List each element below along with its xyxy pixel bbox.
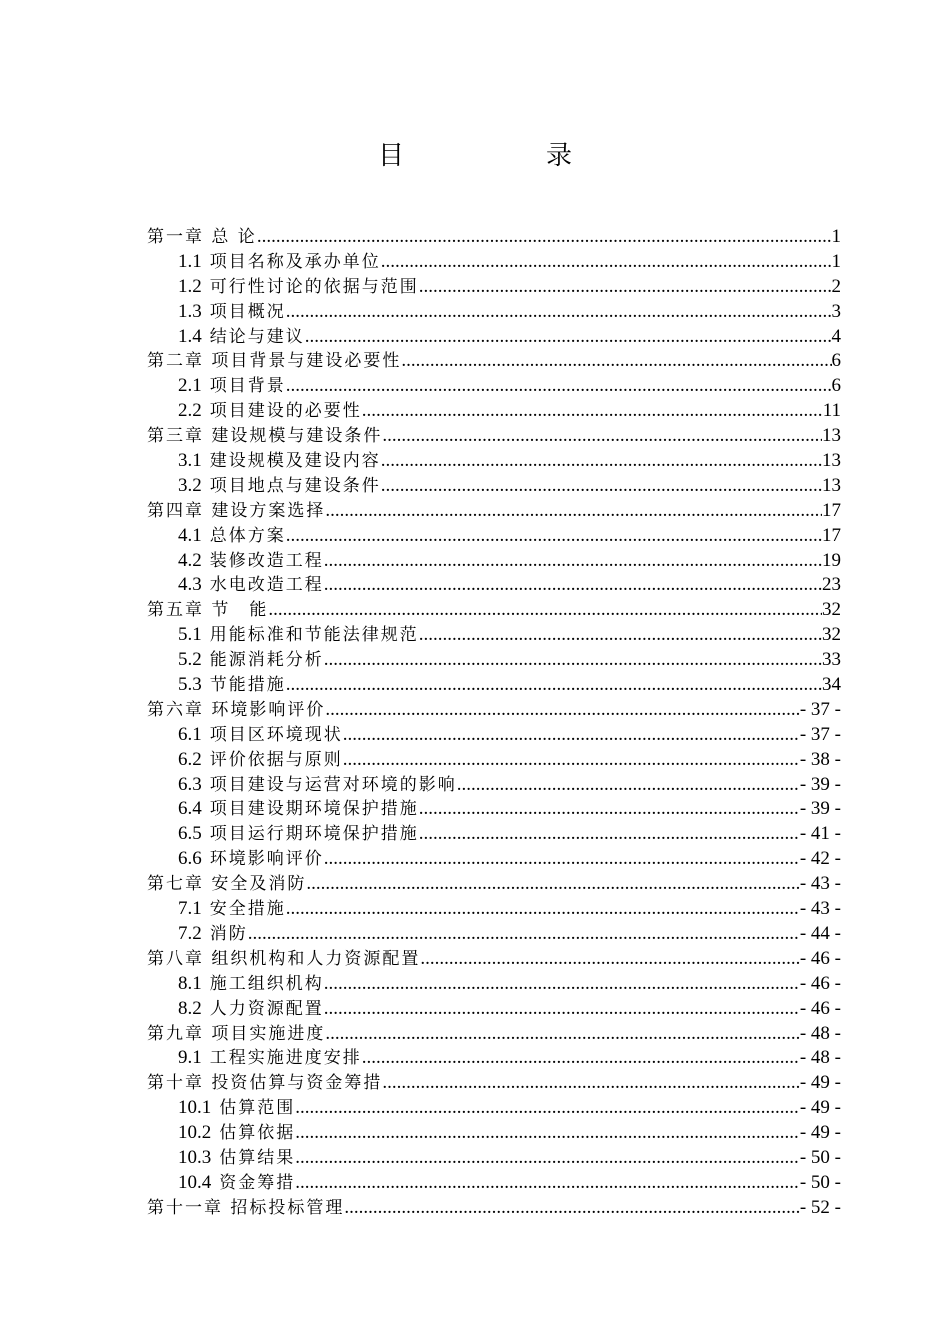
toc-section-entry[interactable] [147,549,841,574]
toc-entry-title [178,399,362,424]
toc-page-number: - 48 - [799,1047,841,1069]
toc-section-entry[interactable] [147,524,841,549]
toc-entry-label: 项目区环境现状 [209,724,343,745]
toc-entry-label: 第十一章 招标投标管理 [147,1197,345,1218]
toc-section-number: 2.2 [178,400,202,422]
toc-section-entry[interactable] [147,897,841,922]
toc-section-entry[interactable] [147,374,841,399]
toc-section-entry[interactable] [147,773,841,798]
toc-entry-label: 能源消耗分析 [209,650,324,671]
toc-page-number: 23 [822,574,841,596]
toc-dot-leader [324,573,822,598]
toc-entry-label: 评价依据与原则 [209,749,343,770]
toc-dot-leader [324,549,822,574]
toc-section-entry[interactable] [147,997,841,1022]
toc-section-number: 6.4 [178,798,202,820]
toc-section-entry[interactable] [147,822,841,847]
toc-section-entry[interactable] [147,623,841,648]
toc-section-number: 6.2 [178,748,202,770]
page-title: 目 录 [377,141,630,171]
toc-page-number: - 46 - [799,947,841,969]
toc-section-number: 1.3 [178,300,202,322]
toc-dot-leader [286,300,832,325]
toc-entry-title [178,748,343,773]
toc-chapter-entry[interactable] [147,1071,841,1096]
toc-page-number: - 42 - [799,848,841,870]
toc-section-number: 4.2 [178,549,202,571]
toc-section-entry[interactable] [147,922,841,947]
toc-entry-label: 水电改造工程 [209,575,324,596]
toc-section-entry[interactable] [147,474,841,499]
toc-section-number: 6.5 [178,823,202,845]
toc-section-entry[interactable] [147,1096,841,1121]
toc-entry-label: 用能标准和节能法律规范 [209,625,419,646]
toc-dot-leader [286,524,822,549]
toc-page-number: - 37 - [799,723,841,745]
toc-entry-label: 资金筹措 [219,1172,296,1193]
toc-entry-title [178,549,324,574]
toc-entry-label: 项目背景 [209,376,286,397]
toc-dot-leader [324,972,800,997]
toc-page-number: - 43 - [799,873,841,895]
toc-entry-label: 第三章 建设规模与建设条件 [147,426,383,447]
toc-entry-label: 消防 [209,923,248,944]
toc-section-number: 4.1 [178,524,202,546]
toc-section-number: 6.1 [178,723,202,745]
toc-section-entry[interactable] [147,847,841,872]
toc-page-number: - 39 - [799,773,841,795]
toc-dot-leader [248,922,800,947]
toc-entry-title [178,1121,295,1146]
toc-page-number: - 48 - [799,1022,841,1044]
toc-section-number: 7.2 [178,922,202,944]
toc-entry-label: 项目概况 [209,301,286,322]
toc-page-number: 2 [831,275,841,297]
toc-entry-label: 第四章 建设方案选择 [147,500,326,521]
toc-entry-title [178,449,381,474]
toc-page-number: - 44 - [799,922,841,944]
toc-section-number: 4.3 [178,574,202,596]
toc-dot-leader [382,424,822,449]
toc-dot-leader [295,1121,800,1146]
toc-entry-title [147,349,401,374]
toc-page-number: - 50 - [799,1146,841,1168]
toc-entry-title [178,374,286,399]
toc-dot-leader [306,872,799,897]
toc-entry-title [147,225,257,250]
toc-dot-leader [305,325,832,350]
toc-entry-title [178,275,419,300]
toc-entry-label: 安全措施 [209,899,286,920]
toc-entry-title [178,922,248,947]
toc-page-number: - 37 - [799,698,841,720]
toc-page-number: - 49 - [799,1097,841,1119]
toc-dot-leader [419,275,832,300]
toc-section-entry[interactable] [147,250,841,275]
toc-page-number: - 39 - [799,798,841,820]
toc-entry-title [178,797,419,822]
toc-entry-title [147,872,306,897]
toc-chapter-entry[interactable] [147,349,841,374]
toc-page-number: 34 [822,674,841,696]
toc-dot-leader [381,250,832,275]
toc-section-number: 9.1 [178,1047,202,1069]
toc-section-entry[interactable] [147,300,841,325]
toc-section-entry[interactable] [147,449,841,474]
toc-entry-title [147,424,382,449]
toc-entry-title [178,1046,362,1071]
toc-chapter-entry[interactable] [147,1022,841,1047]
toc-section-number: 7.1 [178,898,202,920]
toc-entry-title [147,1022,325,1047]
toc-dot-leader [381,474,822,499]
toc-chapter-entry[interactable] [147,424,841,449]
toc-page-number: - 50 - [799,1171,841,1193]
toc-section-number: 8.1 [178,972,202,994]
toc-dot-leader [362,1046,800,1071]
toc-page-number: - 52 - [799,1196,841,1218]
toc-entry-label: 第五章 节 能 [147,600,269,621]
toc-page-number: 33 [822,649,841,671]
toc-entry-label: 可行性讨论的依据与范围 [209,276,419,297]
toc-entry-title [178,723,343,748]
toc-section-number: 8.2 [178,997,202,1019]
toc-section-entry[interactable] [147,399,841,424]
toc-entry-label: 项目建设与运营对环境的影响 [209,774,457,795]
toc-entry-label: 项目名称及承办单位 [209,251,381,272]
toc-entry-title [178,300,286,325]
toc-section-entry[interactable] [147,1046,841,1071]
toc-entry-title [147,1071,382,1096]
toc-entry-label: 人力资源配置 [209,998,324,1019]
toc-dot-leader [295,1096,800,1121]
toc-section-entry[interactable] [147,325,841,350]
toc-section-entry[interactable] [147,972,841,997]
toc-entry-label: 估算结果 [219,1147,296,1168]
toc-section-number: 10.2 [178,1122,212,1144]
toc-section-number: 5.3 [178,674,202,696]
toc-page-number: - 49 - [799,1072,841,1094]
toc-section-number: 5.1 [178,624,202,646]
toc-entry-label: 第六章 环境影响评价 [147,699,326,720]
toc-entry-title [178,673,286,698]
toc-dot-leader [344,1196,799,1221]
toc-entry-label: 节能措施 [209,675,286,696]
toc-entry-label: 装修改造工程 [209,550,324,571]
toc-dot-leader [382,1071,799,1096]
toc-page-number: 6 [831,350,841,372]
toc-dot-leader [343,748,800,773]
toc-dot-leader [420,947,799,972]
toc-entry-label: 结论与建议 [209,326,305,347]
toc-entry-title [178,1096,295,1121]
toc-entry-label: 环境影响评价 [209,849,324,870]
toc-page-number: 32 [822,599,841,621]
toc-entry-title [178,773,457,798]
toc-section-number: 10.1 [178,1097,212,1119]
toc-dot-leader [257,225,832,250]
toc-section-number: 3.1 [178,450,202,472]
toc-page-number: 1 [831,226,841,247]
toc-section-entry[interactable] [147,573,841,598]
toc-dot-leader [343,723,800,748]
toc-dot-leader [295,1146,800,1171]
toc-dot-leader [325,499,822,524]
toc-section-number: 5.2 [178,649,202,671]
toc-page-number: 19 [822,549,841,571]
toc-entry-title [178,972,324,997]
toc-page-number: - 38 - [799,748,841,770]
toc-entry-label: 项目建设期环境保护措施 [209,799,419,820]
toc-dot-leader [286,897,800,922]
toc-page-number: - 43 - [799,898,841,920]
toc-page-number: 6 [831,375,841,397]
toc-chapter-entry[interactable] [147,698,841,723]
toc-entry-label: 第九章 项目实施进度 [147,1023,326,1044]
toc-section-entry[interactable] [147,275,841,300]
toc-entry-label: 估算依据 [219,1123,296,1144]
toc-chapter-entry[interactable] [147,598,841,623]
toc-entry-title [178,524,286,549]
toc-page-number: 4 [831,325,841,347]
toc-section-number: 10.3 [178,1146,212,1168]
toc-dot-leader [457,773,800,798]
toc-entry-label: 第八章 组织机构和人力资源配置 [147,948,421,969]
toc-dot-leader [324,997,800,1022]
toc-dot-leader [268,598,822,623]
toc-dot-leader [286,374,832,399]
toc-section-number: 6.6 [178,848,202,870]
toc-entry-title [178,648,324,673]
toc-dot-leader [419,797,800,822]
toc-entry-title [147,1196,344,1221]
toc-entry-title [178,474,381,499]
toc-entry-title [178,623,419,648]
toc-chapter-entry[interactable] [147,499,841,524]
toc-entry-label: 工程实施进度安排 [209,1048,362,1069]
toc-entry-title [178,250,381,275]
toc-entry-label: 建设规模及建设内容 [209,451,381,472]
toc-page-number: 3 [831,300,841,322]
toc-entry-label: 第十章 投资估算与资金筹措 [147,1073,383,1094]
toc-entry-label: 估算范围 [219,1098,296,1119]
toc-entry-label: 施工组织机构 [209,973,324,994]
toc-page-number: 17 [822,524,841,546]
toc-dot-leader [381,449,822,474]
toc-chapter-entry[interactable] [147,872,841,897]
toc-entry-title [147,698,325,723]
toc-entry-label: 项目运行期环境保护措施 [209,824,419,845]
toc-entry-title [178,1146,295,1171]
toc-chapter-entry[interactable] [147,947,841,972]
toc-entry-label: 项目地点与建设条件 [209,475,381,496]
toc-section-entry[interactable] [147,1146,841,1171]
toc-page-number: - 46 - [799,972,841,994]
toc-section-number: 2.1 [178,375,202,397]
toc-chapter-entry[interactable] [147,225,841,250]
toc-page-number: 32 [822,624,841,646]
toc-chapter-entry[interactable] [147,1196,841,1221]
table-of-contents [147,225,841,1221]
toc-page-number: 17 [822,499,841,521]
toc-dot-leader [419,623,822,648]
toc-entry-label: 第七章 安全及消防 [147,874,307,895]
toc-section-number: 1.2 [178,275,202,297]
toc-dot-leader [325,698,799,723]
toc-entry-label: 第二章 项目背景与建设必要性 [147,351,402,372]
toc-dot-leader [324,847,800,872]
toc-page-number: 13 [822,474,841,496]
toc-dot-leader [362,399,823,424]
toc-entry-title [178,1171,295,1196]
toc-section-number: 1.1 [178,250,202,272]
toc-entry-label: 第一章 总 论 [147,227,257,247]
toc-entry-title [147,598,268,623]
toc-page-number: - 49 - [799,1122,841,1144]
toc-section-entry[interactable] [147,797,841,822]
toc-entry-title [178,573,324,598]
toc-entry-title [178,847,324,872]
toc-entry-title [178,822,419,847]
toc-dot-leader [325,1022,799,1047]
toc-dot-leader [295,1171,800,1196]
toc-section-number: 10.4 [178,1171,212,1193]
toc-section-entry[interactable] [147,748,841,773]
toc-entry-title [147,499,325,524]
toc-entry-title [178,897,286,922]
toc-section-entry[interactable] [147,1121,841,1146]
toc-section-entry[interactable] [147,648,841,673]
toc-entry-label: 项目建设的必要性 [209,401,362,422]
toc-page-number: - 41 - [799,823,841,845]
toc-section-entry[interactable] [147,723,841,748]
toc-page-number: 13 [822,450,841,472]
toc-section-entry[interactable] [147,673,841,698]
toc-entry-title [178,997,324,1022]
toc-section-number: 1.4 [178,325,202,347]
toc-dot-leader [324,648,822,673]
toc-page-number: 11 [822,400,841,422]
toc-dot-leader [401,349,831,374]
toc-page-number: 1 [831,250,841,272]
toc-section-number: 6.3 [178,773,202,795]
toc-page-number: - 46 - [799,997,841,1019]
toc-entry-title [178,325,305,350]
toc-dot-leader [286,673,822,698]
toc-page-number: 13 [822,425,841,447]
toc-entry-label: 总体方案 [209,525,286,546]
toc-section-number: 3.2 [178,474,202,496]
toc-dot-leader [419,822,800,847]
toc-entry-title [147,947,420,972]
toc-section-entry[interactable] [147,1171,841,1196]
